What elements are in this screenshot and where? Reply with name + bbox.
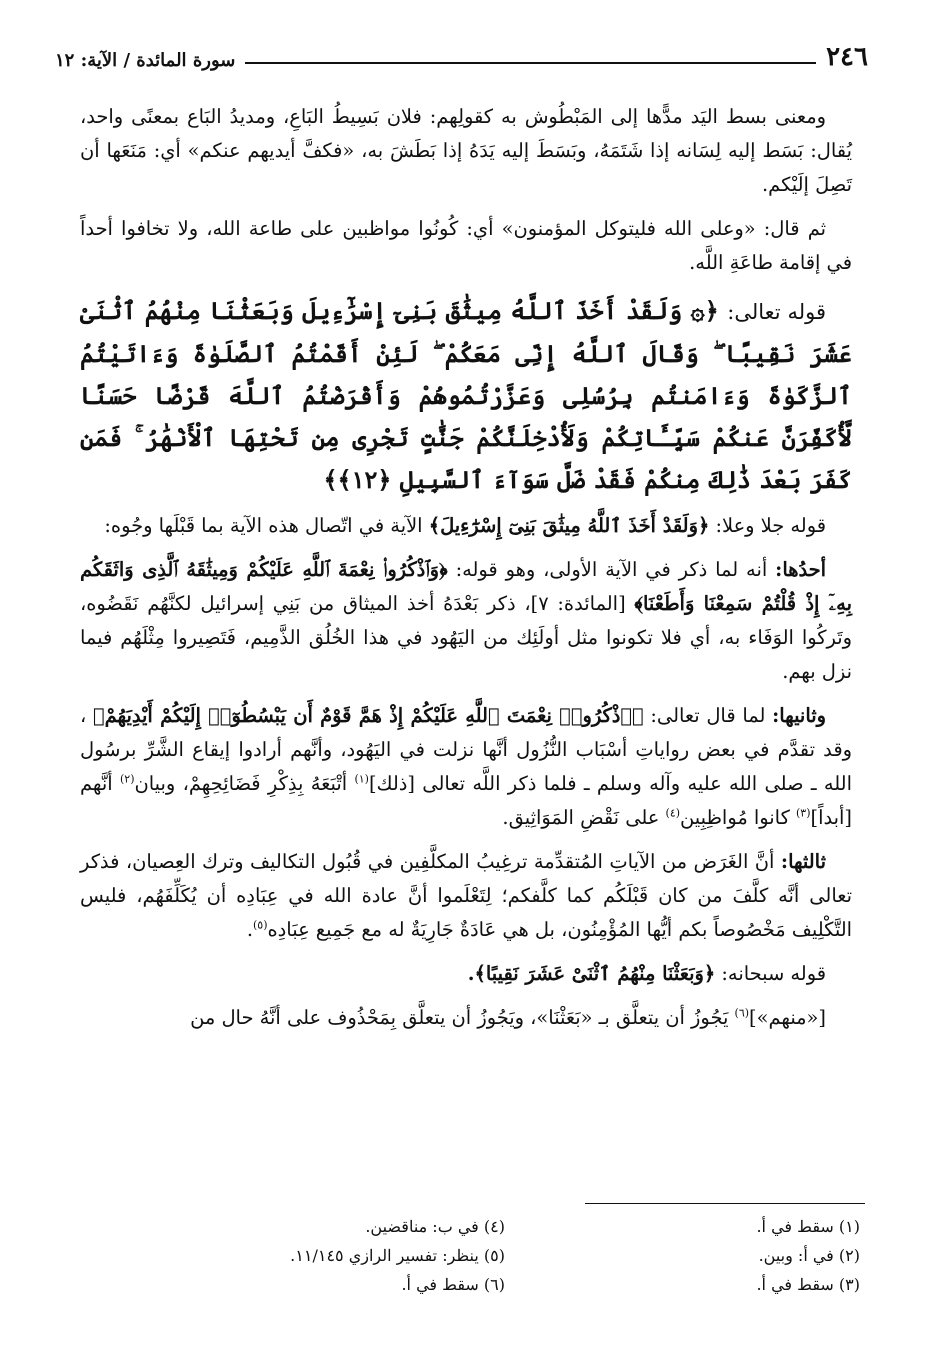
paragraph-5 bbox=[80, 553, 852, 689]
page-number: ٢٤٦ bbox=[826, 42, 868, 72]
footnote-ref-6: (٦) bbox=[734, 1006, 750, 1020]
footnotes bbox=[150, 1212, 860, 1299]
p8-lead: قوله سبحانه: bbox=[721, 962, 826, 985]
footnote-ref-4: (٤) bbox=[665, 806, 681, 820]
p6-d: أنَّهم [أبداً] bbox=[80, 772, 852, 829]
footnote-ref-5: (٥) bbox=[253, 918, 268, 932]
p7-a: أنَّ الغَرَض من الآياتِ المُتقدِّمة ترغِيبُ المكلَّفِين في قُبُول التكاليف وترك العِصيان، فذكر تعالى أنَّه كلَّفَ من كان قَبْلَكُم كما كلَّفكم؛ لِتَعْلَموا أنَّ عادة الله في عِبَادِه أن يُكَلِّفَهُم، فليس التَّكْلِيف مَخْصُوصاً بكم أيُّها المُؤْمِنُون، بل هي عَادَةٌ جَارِيَةٌ له مع جَمِيع عِبَادِه bbox=[80, 850, 852, 941]
p9-a: [«منهم»] bbox=[749, 1006, 826, 1029]
p6-lead: وثانيها: bbox=[772, 704, 826, 727]
paragraph-9 bbox=[80, 1001, 852, 1035]
footnote-ref-1: (١) bbox=[354, 772, 369, 786]
footnote-4: (٤) في ب: مناقضين. bbox=[365, 1217, 505, 1236]
p6-ayah: ﴿ٱذْكُرُوا۟ نِعْمَتَ ٱللَّهِ عَلَيْكُمْ إِذْ هَمَّ قَوْمٌ أَن يَبْسُطُوٓا۟ إِلَيْكُمْ أَيْدِيَهُمْ﴾ bbox=[92, 704, 644, 727]
paragraph-6 bbox=[80, 699, 852, 835]
p6-b: ، وقد تقدَّم في بعض رواياتِ أسْبَاب النُّزُول أنَّها نزلت في اليَهُود، وأنَّهم أرادوا إيقاع الشَّرِّ برسُول الله ـ صلى الله عليه وآله وسلم ـ فلما ذكر اللَّه تعالى [ذلك] bbox=[80, 704, 852, 795]
page-body bbox=[80, 100, 852, 1045]
footnote-separator bbox=[585, 1203, 865, 1204]
p6-f: على نَقْضِ المَوَاثِيق. bbox=[502, 806, 660, 829]
p8-ayah: ﴿وَبَعَثْنَا مِنْهُمُ ٱثْنَىْ عَشَرَ نَقِيبًا﴾. bbox=[467, 962, 716, 985]
p7-lead: ثالثها: bbox=[780, 850, 826, 873]
p4-ayah: ﴿وَلَقَدْ أَخَذَ ٱللَّهُ مِيثَٰقَ بَنِىٓ إِسْرَٰٓءِيلَ﴾ bbox=[428, 514, 710, 537]
ayah-block bbox=[80, 290, 852, 501]
surah-title: سورة المائدة / الآية: ١٢ bbox=[55, 50, 236, 71]
p5-a: أنه لما ذكر في الآية الأولى، وهو قوله: bbox=[455, 558, 768, 581]
footnote-5: (٥) ينظر: تفسير الرازي ١١/١٤٥. bbox=[290, 1246, 505, 1265]
paragraph-4 bbox=[80, 509, 852, 543]
p5-lead: أحدُها: bbox=[775, 558, 826, 581]
p5-ayah: ﴿وَٱذْكُرُوا۟ نِعْمَةَ ٱللَّهِ عَلَيْكُمْ وَمِيثَٰقَهُ ٱلَّذِى وَاثَقَكُم بِهِۦٓ إِذْ قُلْتُمْ سَمِعْنَا وَأَطَعْنَا﴾ bbox=[80, 558, 852, 615]
ayah-lead: قوله تعالى: bbox=[727, 300, 826, 324]
footnote-2: (٢) في أ: وبين. bbox=[758, 1246, 860, 1265]
paragraph-2: ثم قال: «وعلى الله فليتوكل المؤمنون» أي: كُونُوا مواظبين على طاعة الله، ولا تخافوا أحداً في إقامة طاعَةِ اللَّه. bbox=[80, 217, 852, 274]
ayah-text: ﴿۞ وَلَقَدْ أَخَذَ ٱللَّهُ مِيثَٰقَ بَنِىٓ إِسْرَٰٓءِيلَ وَبَعَثْنَا مِنْهُمُ ٱثْنَىْ عَشَرَ نَقِيبًا ۖ وَقَالَ ٱللَّهُ إِنِّى مَعَكُمْ ۖ لَئِنْ أَقَمْتُمُ ٱلصَّلَوٰةَ وَءَاتَيْتُمُ ٱلزَّكَوٰةَ وَءَامَنتُم بِرُسُلِى وَعَزَّرْتُمُوهُمْ وَأَقْرَضْتُمُ ٱللَّهَ قَرْضًا حَسَنًا لَّأُكَفِّرَنَّ عَنكُمْ سَيِّـَٔاتِكُمْ وَلَأُدْخِلَنَّكُمْ جَنَّٰتٍ تَجْرِى مِن تَحْتِهَا ٱلْأَنْهَٰرُ ۚ فَمَن كَفَرَ بَعْدَ ذَٰلِكَ مِنكُمْ فَقَدْ ضَلَّ سَوَآءَ ٱلسَّبِيلِ ﴿١٢﴾﴾ bbox=[80, 296, 852, 494]
p4-lead: قوله جلا وعلا: bbox=[715, 514, 826, 537]
footnote-3: (٣) سقط في أ. bbox=[756, 1275, 860, 1294]
footnote-ref-2: (٢) bbox=[119, 772, 135, 786]
paragraph-8 bbox=[80, 957, 852, 991]
footnote-1: (١) سقط في أ. bbox=[756, 1217, 860, 1236]
paragraph-7: ثالثها: أنَّ الغَرَض من الآياتِ المُتقدِّمة ترغِيبُ المكلَّفِين في قُبُول التكاليف وترك العِصيان، فذكر تعالى أنَّه كلَّفَ من كان قَبْلَكُم كما كلَّفكم؛ لِتَعْلَموا أنَّ عادة الله في عِبَادِه أن يُكَلِّفَهُم، فليس التَّكْلِيف مَخْصُوصاً بكم أيُّها المُؤْمِنُون، بل هي عَادَةٌ جَارِيَةٌ له مع جَمِيع عِبَادِه$^{(٥)}$. bbox=[80, 850, 852, 941]
p6-a: لما قال تعالى: bbox=[650, 704, 766, 727]
p5-b: [المائدة: ٧]، ذكر بَعْدَهُ أخذ الميثاق من بَنِي إسرائيل لكنَّهُم نَقَضُوه، وتَركُوا الوَفَاء به، أي فلا تكونوا مثل أولَئِك من اليَهُود في هذا الخُلُق الذَّمِيم، فَتَصِيروا مِثْلَهُم فيما نزل بهم. bbox=[80, 592, 852, 683]
p9-b: يَجُوزُ أن يتعلَّق بـ «بَعَثْنَا»، ويَجُوزُ أن يتعلَّق بِمَحْذُوف على أنَّهُ حال من bbox=[190, 1006, 729, 1029]
p4-rest: الآية في اتّصال هذه الآية بما قَبْلَها وجُوه: bbox=[104, 514, 423, 537]
paragraph-1: ومعنى بسط اليَد مدًّها إلى المَبْطُوش به كقولِهم: فلان بَسِيطُ البَاعِ، ومديدُ البَاع بمعنًى واحد، يُقال: بَسَط إليه لِسَانه إذا شَتَمَهُ، وبَسَطَ إليه يَدَهُ إذا بَطَشَ به، «فكفَّ أيديهم عنكم» أي: مَنَعَها أن تَصِلَ إلَيْكم. bbox=[80, 105, 852, 196]
p6-e: كانوا مُواظِبِين bbox=[680, 806, 790, 829]
header-rule bbox=[245, 62, 816, 64]
footnote-6: (٦) سقط في أ. bbox=[401, 1275, 505, 1294]
footnote-ref-3: (٣) bbox=[796, 806, 811, 820]
page-header bbox=[55, 34, 868, 70]
p6-c: أتْبَعَهُ بِذِكْرِ فَضَائِحِهِمْ، وبيان bbox=[134, 772, 348, 795]
